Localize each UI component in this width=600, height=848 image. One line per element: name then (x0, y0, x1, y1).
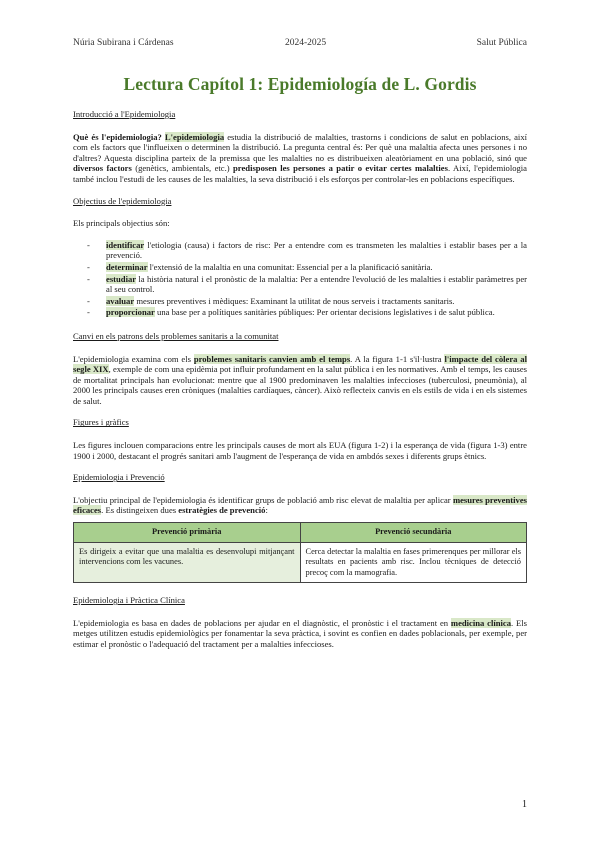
intro-text-2: (genètics, ambientals, etc.) (131, 163, 234, 174)
header-author: Núria Subirana i Cárdenas (73, 38, 174, 48)
section-heading-prevention: Epidemiologia i Prevenció (73, 472, 165, 483)
objectives-list (73, 240, 527, 318)
table-header-row (74, 523, 527, 543)
intro-text-1: estudia la distribució de malalties, trastorns i condicions de salut en poblacions, així com els factors que l'influeixen o determinen la distribució. La pregunta central és: Per què una malaltia afecta unes persones i no d'altres? Aquesta disciplina parteix de la premissa que les malalties no es distribueixen aleatòriament en una població, sinó que (73, 131, 528, 163)
table-header-secondary: Prevenció secundària (300, 523, 527, 543)
section-heading-clinical: Epidemiologia i Pràctica Clínica (73, 595, 185, 606)
intro-bold-1: diversos factors (73, 163, 132, 174)
clinical-paragraph (73, 618, 527, 650)
intro-bold-2: predisposen les persones a patir o evitar certes malalties (233, 163, 448, 174)
objective-term: determinar (106, 261, 148, 272)
document-body (73, 109, 527, 661)
page-number: 1 (522, 799, 527, 810)
intro-term: L'epidemiologia (164, 131, 225, 142)
table-cell-primary: Es dirigeix a evitar que una malaltia es desenvolupi mitjançant intervencions com les vacunes. (74, 542, 301, 583)
intro-text-3: . Així, l'epidemiologia també inclou l'estudi de les causes de les malalties, la seva distribució i els esforços per controlar-les en poblacions específiques. (73, 163, 527, 184)
prevention-text-1: L'objectiu principal de l'epidemiologia és identificar grups de població amb risc elevat de malaltia per aplicar (73, 494, 453, 505)
objective-text: una base per a polítiques sanitàries públiques: Per orientar decisions legislatives i de salut pública. (154, 307, 495, 318)
document-title: Lectura Capítol 1: Epidemiología de L. Gordis (123, 74, 477, 94)
header-subject: Salut Pública (476, 38, 527, 48)
changes-highlight-2: l'impacte del còlera al segle XIX (73, 353, 527, 375)
changes-text-3: , exemple de com una epidèmia pot influir profundament en la salut pública i en les normatives. Amb el temps, les causes de mortalitat principals han evolucionat: mentre que al 1900 predominaven les malalties infeccioses (tuberculosi, pneumònia), al 2000 les principals causes eren cròniques (malalties cardíaques, càncer). Això reflecteix canvis en els estils de vida i en els sistemes de salut. (73, 364, 527, 406)
prevention-bold-2: estratègies de prevenció (178, 505, 266, 516)
objective-text: l'extensió de la malaltia en una comunitat: Essencial per a la planificació sanitària. (147, 261, 433, 272)
prevention-text-2: . Es distingeixen dues (101, 505, 179, 516)
prevention-table (73, 522, 527, 583)
changes-highlight-1: problemes sanitaris canvien amb el temps (193, 353, 351, 364)
list-item: - determinar l'extensió de la malaltia en una comunitat: Essencial per a la planificació sanitària. (87, 261, 433, 272)
prevention-text-3: : (265, 505, 268, 516)
changes-paragraph (73, 354, 527, 407)
objective-term: estudiar (106, 273, 137, 284)
table-cell-secondary: Cerca detectar la malaltia en fases primerenques per millorar els resultats en pacients amb risc. Inclou tècniques de detecció precoç com la mamografia. (300, 542, 527, 583)
section-heading-figures: Figures i gràfics (73, 417, 129, 428)
table-row (74, 542, 527, 583)
section-heading-changes: Canvi en els patrons dels problemes sanitaris a la comunitat (73, 330, 279, 341)
clinical-highlight-1: medicina clínica (450, 617, 512, 628)
clinical-text-1: L'epidemiologia es basa en dades de poblacions per ajudar en el diagnòstic, el pronòstic i el tractament en (73, 617, 451, 628)
list-item: - proporcionar una base per a polítiques sanitàries públiques: Per orientar decisions legislatives i de salut pública. (87, 307, 495, 318)
clinical-text-2: . Els metges utilitzen estudis epidemiològics per fonamentar la seva pràctica, i sovint es confien en dades poblacionals, per exemple, per estimar el pronòstic o l'adequació del tractament per a malalties infeccioses. (73, 617, 528, 649)
section-heading-intro: Introducció a l'Epidemiologia (73, 109, 176, 119)
objective-term: avaluar (106, 295, 135, 306)
objective-term: identificar (106, 239, 145, 250)
objective-text: la història natural i el pronòstic de la malaltia: Per a entendre l'evolució de les malalties i establir paràmetres per al seu control. (106, 273, 527, 295)
intro-question: Què és l'epidemiologia? (73, 131, 162, 142)
prevention-paragraph (73, 495, 527, 516)
list-item: - estudiar la història natural i el pronòstic de la malaltia: Per a entendre l'evolució de les malalties i establir paràmetres per al seu control. (87, 273, 527, 295)
list-item: - identificar l'etiologia (causa) i factors de risc: Per a entendre com es transmeten les malalties i establir bases per a la prevenció. (87, 239, 527, 261)
intro-paragraph (73, 132, 527, 185)
table-header-primary: Prevenció primària (74, 523, 301, 543)
header-year: 2024-2025 (285, 38, 327, 48)
changes-text-2: . A la figura 1-1 s'il·lustra (350, 353, 445, 364)
objectives-lead: Els principals objectius són: (73, 218, 170, 229)
objective-term: proporcionar (106, 307, 155, 318)
section-heading-objectives: Objectius de l'epidemiologia (73, 195, 172, 206)
changes-text-1: L'epidemiologia examina com els (73, 353, 194, 364)
objective-text: l'etiologia (causa) i factors de risc: Per a entendre com es transmeten les malalties i establir bases per a la prevenció. (106, 239, 527, 261)
figures-paragraph: Les figures inclouen comparacions entre les principals causes de mort als EUA (figura 1-2) i la esperança de vida (figura 1-3) entre 1900 i 2000, destacant el progrés sanitari amb l'augment de l'esperança de vida en ambdós sexes i diferents grups ètnics. (73, 440, 527, 461)
page-header (73, 38, 527, 50)
list-item: - avaluar mesures preventives i mèdiques: Examinant la utilitat de nous serveis i tractaments sanitaris. (87, 295, 455, 306)
objective-text: mesures preventives i mèdiques: Examinant la utilitat de nous serveis i tractaments sanitaris. (134, 295, 455, 306)
prevention-highlight-1: mesures preventives eficaces (73, 494, 527, 516)
